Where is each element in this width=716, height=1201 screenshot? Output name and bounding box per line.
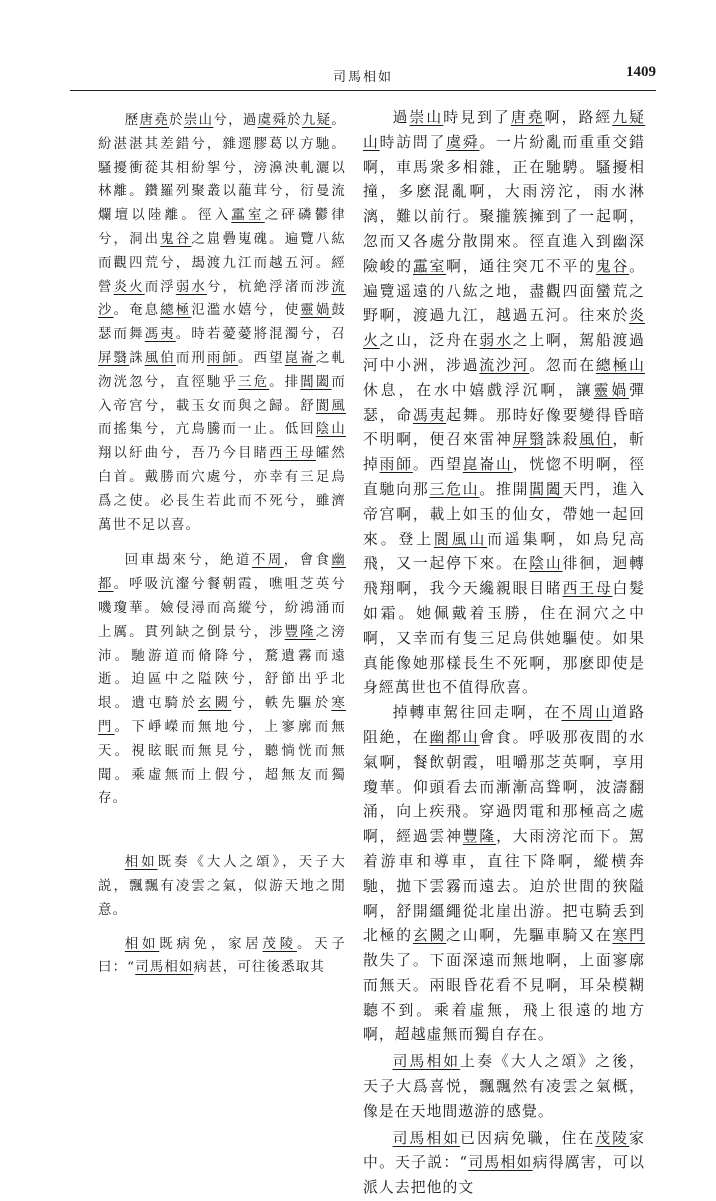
text-run: 啊，通往突兀不平的 <box>446 257 596 275</box>
proper-noun: 靁室 <box>412 257 447 275</box>
text-run: 之軋沕洸忽兮，直徑馳乎 <box>98 350 347 390</box>
text-run: 起舞。那時好像要變得昏暗不明啊，便召來雷神 <box>363 406 646 449</box>
translation-stanza-2 <box>363 701 645 1048</box>
proper-noun: 崑崙 <box>284 350 316 366</box>
proper-noun: 炎火 <box>363 307 645 350</box>
text-run: 家中。天子説：“ <box>363 1129 646 1172</box>
ode-stanza-1 <box>98 109 346 537</box>
text-run: 。下崢嶸而無地兮，上寥廓而無天。視眩眠而無見兮，聽惝恍而無聞。乘虛無而上假兮，超無友而獨存。 <box>98 719 346 807</box>
page-number: 1409 <box>626 64 656 80</box>
proper-noun: 崇山 <box>409 109 444 126</box>
prose-illness <box>98 933 346 981</box>
text-run: 而刑 <box>175 350 207 366</box>
text-run: 。忽而在 <box>529 356 596 374</box>
text-run: 於 <box>169 113 184 128</box>
text-run: 道路阻絶，在 <box>363 704 645 746</box>
text-run: ，大雨滂沱而下。駕着游車和導車，直往下降啊，縱横奔馳，拋下雲霧而遠去。迫於世間的狹隘啊，舒開繮繩從北崖出游。把屯騎丢到北極的 <box>363 828 646 945</box>
text-run: 。西望 <box>412 456 463 474</box>
proper-noun: 陰山 <box>529 555 563 573</box>
text-run: 而浮 <box>144 279 176 295</box>
proper-noun: 靈媧 <box>593 381 630 399</box>
proper-noun: 雨師 <box>379 456 413 474</box>
text-run: 而搖集兮，亢鳥騰而一止。低回 <box>98 422 316 438</box>
text-run: 回車朅來兮，絶道 <box>124 553 252 569</box>
text-run: 翔以紆曲兮，吾乃今目睹 <box>98 446 270 462</box>
proper-noun: 三危 <box>238 374 270 390</box>
text-run: 既病免，家居 <box>159 936 263 952</box>
proper-noun: 閬風 <box>315 398 346 414</box>
proper-noun: 寒門 <box>612 927 645 945</box>
proper-noun: 唐堯 <box>510 109 545 126</box>
proper-noun: 馮夷 <box>144 327 176 343</box>
text-run: 。時若薆薆將混濁兮，召 <box>175 327 346 343</box>
text-run: 徘徊，迴轉飛翔啊，我今天纔親眼目睹 <box>363 555 645 598</box>
translation-column <box>363 102 645 1201</box>
proper-noun: 西王母 <box>269 446 316 462</box>
text-run: 既奏《大人之頌》，天子大説，飄飄有凌雲之氣，似游天地之閒意。 <box>98 855 347 918</box>
proper-noun: 九疑山 <box>363 109 646 151</box>
text-run: 。奄息 <box>113 303 161 319</box>
text-run: 之山，泛舟在 <box>379 332 480 350</box>
text-run: 歷 <box>124 113 140 128</box>
proper-noun: 總極山 <box>595 356 645 374</box>
proper-noun: 崇山 <box>183 113 214 128</box>
proper-noun: 閶闔 <box>529 480 563 498</box>
proper-noun: 玄闕 <box>198 696 232 712</box>
text-run: ，恍惚不明啊，徑直馳向那 <box>363 456 645 498</box>
proper-noun: 司馬相如 <box>392 1053 461 1071</box>
proper-noun: 鬼谷 <box>595 257 630 275</box>
text-run: 皬然白首。戴勝而穴處兮，亦幸有三足烏爲之使。必長生若此而不死兮，雖濟萬世不足以喜。 <box>98 446 346 533</box>
proper-noun: 靈媧 <box>300 303 332 319</box>
proper-noun: 虞舜 <box>446 133 480 151</box>
proper-noun: 炎火 <box>113 279 145 295</box>
proper-noun: 屏翳 <box>512 431 546 449</box>
text-run: 。推開 <box>479 480 530 498</box>
text-run: 兮，過 <box>213 113 258 128</box>
text-run: 鼓瑟而舞 <box>98 303 347 343</box>
proper-noun: 屏翳 <box>98 350 130 366</box>
proper-noun: 幽都 <box>98 553 347 593</box>
text-run: 。天子曰：“ <box>98 936 346 976</box>
proper-noun: 相如 <box>124 855 158 871</box>
proper-noun: 唐堯 <box>139 113 170 128</box>
text-run: 會食。呼吸那夜間的水氣啊，餐飲朝霞，咀嚼那芝英啊，享用瓊華。仰頭看去而漸漸高聳啊，波濤翻涌，向上疾飛。穿過閃電和那極高之處啊，經過雲神 <box>363 728 645 846</box>
proper-noun: 茂陵 <box>262 936 297 952</box>
text-run: 彈瑟，命 <box>363 381 645 424</box>
text-run: 時訪問了 <box>379 133 447 151</box>
proper-noun: 風伯 <box>579 431 613 449</box>
text-run: 於 <box>287 113 302 128</box>
proper-noun: 相如 <box>124 936 160 952</box>
text-run: 。一片紛亂而重重交錯啊，車馬衆多相雜，正在馳騁。騷擾相撞，多麽混亂啊，大雨滂沱，雨水淋漓，難以前行。聚攏簇擁到了一起啊，忽而又各處分散開來。徑直進入到幽深險峻的 <box>363 133 645 275</box>
text-run: 之砰磷鬱律兮，洞出 <box>98 208 346 247</box>
proper-noun: 九疑 <box>301 113 332 128</box>
text-run: 之滂沛。馳游道而脩降兮，騖遺霧而遠逝。迫區中之隘陜兮，舒節出乎北垠。遺屯騎於 <box>98 624 346 712</box>
text-run: 上奏《大人之頌》之後，天子大爲喜悦，飄飄然有凌雲之氣概，像是在天地間遨游的感覺。 <box>363 1053 645 1120</box>
proper-noun: 總極 <box>160 303 192 319</box>
running-header <box>70 66 656 91</box>
proper-noun: 寒門 <box>98 696 346 735</box>
proper-noun: 風伯 <box>144 350 176 366</box>
proper-noun: 三危山 <box>429 480 480 498</box>
text-run: ，會食 <box>283 553 332 569</box>
text-run: 。紛湛湛其差錯兮，雜遝膠葛以方馳。騷擾衝蓯其相紛挐兮，滂濞泱軋灑以林離。鑽羅列聚叢以蘢茸兮，衍曼流爛壇以陸離。徑入 <box>98 113 347 224</box>
text-run: ，斬掉 <box>363 431 646 474</box>
text-run: 掉轉車駕往回走啊，在 <box>392 704 562 722</box>
proper-noun: 司馬相如 <box>392 1129 461 1147</box>
text-run: 病得厲害，可以派人去把他的文 <box>363 1154 646 1197</box>
text-run: 而遥集啊，如鳥兒高飛，又一起停下來。在 <box>363 530 645 573</box>
proper-noun: 閬風山 <box>433 530 488 548</box>
text-run: 。西望 <box>238 350 285 366</box>
proper-noun: 玄闕 <box>412 927 447 945</box>
text-run: 病甚，可往後悉取其 <box>193 960 325 976</box>
text-run: 時見到了 <box>443 109 511 126</box>
text-run: 之山啊，先驅車騎又在 <box>446 927 613 945</box>
text-run: 休息，在水中嬉戲浮沉啊，讓 <box>363 381 594 399</box>
text-run: 兮，軼先驅於 <box>231 696 332 712</box>
running-title: 司馬相如 <box>332 70 393 85</box>
proper-noun: 弱水 <box>175 279 207 295</box>
proper-noun: 虞舜 <box>257 113 288 128</box>
proper-noun: 馮夷 <box>412 406 447 424</box>
text-run: 之上啊，駕船渡過河中小洲，涉過 <box>363 332 645 374</box>
translation-ode-presented <box>363 1050 645 1124</box>
proper-noun: 司馬相如 <box>135 960 194 976</box>
proper-noun: 流沙 <box>98 279 346 319</box>
text-run: 白髮如霜。她佩戴着玉勝，住在洞穴之中啊，又幸而有隻三足烏供她驅使。如果真能像她那樣長生不死啊，那麽即使是身經萬世也不值得欣喜。 <box>363 580 646 697</box>
original-text-column <box>98 102 346 980</box>
text-run: 。遍覽遥遠的八紘之地，盡觀四面蠻荒之野啊，渡過九江，越過五河。往來於 <box>363 257 645 325</box>
text-run: 誅 <box>129 350 145 366</box>
proper-noun: 豐隆 <box>284 624 316 640</box>
text-run: 兮，杭絶浮渚而涉 <box>206 279 332 295</box>
text-run: 啊，路經 <box>544 109 613 126</box>
ode-stanza-2 <box>98 549 346 811</box>
text-run: 過 <box>392 109 410 126</box>
proper-noun: 幽都山 <box>429 728 480 746</box>
text-run: 散失了。下面深遠而無地啊，上面寥廓而無天。兩眼昏花看不見啊，耳朵模糊聽不到。乘着虛無，飛上很遠的地方啊，超越虛無而獨自存在。 <box>363 952 645 1044</box>
proper-noun: 崑崙山 <box>462 456 513 474</box>
proper-noun: 閶闔 <box>300 374 332 390</box>
text-run: 。排 <box>269 374 301 390</box>
text-run: 氾濫水嬉兮，使 <box>191 303 301 319</box>
text-run: 天門，進入帝宫啊，載上如玉的仙女，帶她一起回來。登上 <box>363 480 645 548</box>
proper-noun: 司馬相如 <box>468 1154 533 1172</box>
proper-noun: 茂陵 <box>595 1129 630 1147</box>
proper-noun: 雨師 <box>206 350 239 366</box>
proper-noun: 鬼谷 <box>160 231 192 247</box>
translation-stanza-1 <box>363 106 645 701</box>
proper-noun: 陰山 <box>315 422 346 438</box>
proper-noun: 靁室 <box>231 208 265 224</box>
proper-noun: 豐隆 <box>462 828 497 846</box>
text-run: 。呼吸沆瀣兮餐朝霞，噍咀芝英兮嘰瓊華。嬐侵潯而高縱兮，紛鴻涌而上厲。貫列缺之倒景兮，涉 <box>98 577 346 640</box>
text-run: 之崫礨嵬磈。遍覽八紘而觀四荒兮，朅渡九江而越五河。經營 <box>98 231 346 295</box>
proper-noun: 不周山 <box>561 704 613 722</box>
proper-noun: 弱水 <box>479 332 513 350</box>
text-run: 已因病免職，住在 <box>460 1129 596 1147</box>
translation-illness <box>363 1127 645 1201</box>
text-run: 而入帝宫兮，載玉女而與之歸。舒 <box>98 374 346 414</box>
proper-noun: 西王母 <box>562 580 613 598</box>
prose-ode-presented <box>98 851 346 922</box>
proper-noun: 不周 <box>251 553 284 569</box>
proper-noun: 流沙河 <box>479 356 530 374</box>
text-run: 誅殺 <box>545 431 580 449</box>
